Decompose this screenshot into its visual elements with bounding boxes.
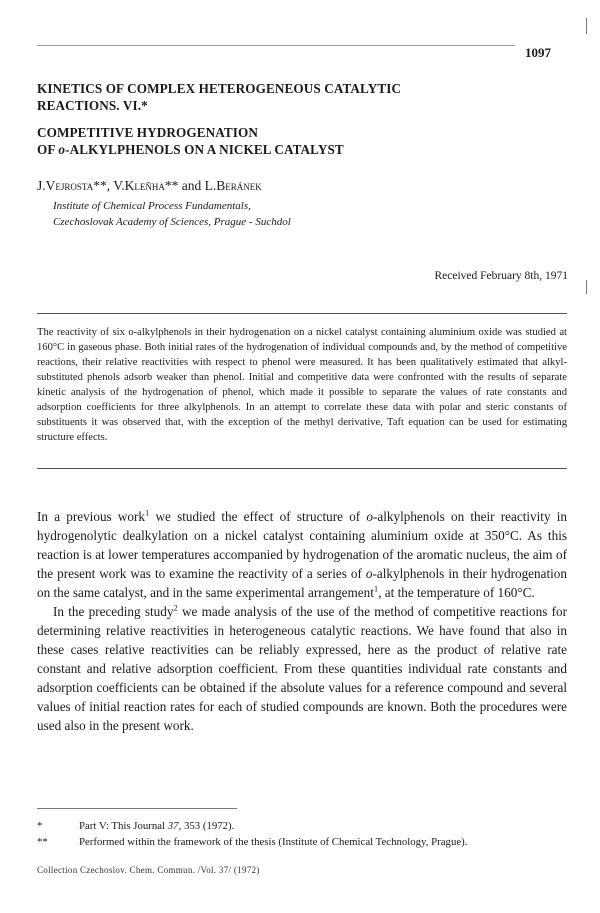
authors [37, 178, 262, 194]
author-3-initial: L. [204, 178, 217, 193]
margin-mark [586, 18, 587, 34]
footnote-1-mark: * [37, 820, 43, 832]
author-1-initial: J. [37, 178, 46, 193]
body-text [37, 507, 567, 735]
journal-footer: Collection Czechoslov. Chem. Commun. /Vol. 37/ (1972) [37, 865, 260, 875]
margin-mark-2 [586, 280, 587, 294]
title-line-4-italic: o [58, 142, 66, 157]
footnote-1-a: Part V: This Journal [79, 820, 168, 832]
abstract-bottom-rule [37, 468, 567, 469]
header-rule [37, 45, 515, 46]
p1-italic-2: o [365, 566, 373, 581]
p1-b: we studied the effect of structure of [149, 509, 367, 524]
footnote-rule [37, 808, 237, 809]
footnote-2-mark: ** [37, 836, 48, 848]
citation-2: 2 [173, 602, 178, 613]
title-line-1: KINETICS OF COMPLEX HETEROGENEOUS CATALYTIC [37, 81, 402, 96]
received-date: Received February 8th, 1971 [434, 270, 568, 282]
author-1-name: Vejrosta [45, 178, 94, 193]
p1-e: , at the temperature of 160°C. [378, 585, 535, 600]
author-2-initial: V. [113, 178, 125, 193]
abstract-top-rule [37, 313, 567, 314]
footnote-2 [37, 834, 567, 850]
affiliation-line-2: Czechoslovak Academy of Sciences, Prague - Suchdol [53, 216, 291, 228]
footnote-1-vol: 37 [167, 820, 179, 832]
title-line-3: COMPETITIVE HYDROGENATION [37, 125, 258, 140]
paragraph-2 [37, 602, 567, 735]
footnote-1 [37, 818, 567, 834]
title-line-4-pre: OF [37, 142, 59, 157]
affiliation-line-1: Institute of Chemical Process Fundamentals, [53, 200, 251, 212]
p1-a: In a previous work [37, 509, 145, 524]
paragraph-1 [37, 507, 567, 602]
p2-a: In the preceding study [53, 604, 174, 619]
title-line-4-post: -ALKYLPHENOLS ON A NICKEL CATALYST [65, 142, 344, 157]
author-2-mark: ** and [164, 178, 205, 193]
footnote-2-text: Performed within the framework of the thesis (Institute of Chemical Technology, Prague). [79, 836, 468, 848]
footnote-1-text [79, 818, 234, 834]
p1-c: -alkylphenols on their reactivity in hydrogenolytic dealkylation on a nickel catalyst containing aluminium oxide at 350°C. As this reaction is at lower temperatures accompanied by hydrogenation of the aromatic nucleus, the aim of the present work was to examine the reactivity of a series of [37, 509, 567, 581]
author-2-name: Kleňha [124, 178, 165, 193]
footnotes [37, 818, 567, 850]
title-line-4 [37, 141, 344, 158]
p1-d: -alkylphenols in their hydrogenation on the same catalyst, and in the same experimental arrangement [37, 566, 567, 600]
p1-italic-1: o [366, 509, 373, 524]
footnote-1-b: , 353 (1972). [178, 820, 235, 832]
citation-1b: 1 [373, 583, 379, 594]
author-1-mark: **, [93, 178, 114, 193]
page-number: 1097 [525, 45, 551, 60]
title-line-2: REACTIONS. VI.* [37, 98, 148, 113]
author-3-name: Beránek [216, 178, 262, 193]
citation-1: 1 [144, 507, 150, 518]
p2-b: we made analysis of the use of the method of competitive reactions for determining relative reactivities in heterogeneous catalytic reactions. We have found that also in these cases relative reactivities can be reliably expressed, here as the product of relative rate constant and relative adsorption coefficient. From these quantities individual rate constants and adsorption coefficients can be obtained if the absolute values for a reference compound and several values of initial reaction rates for each of studied compounds are known. Both the procedures were used also in the present work. [37, 604, 567, 733]
abstract: The reactivity of six o-alkylphenols in their hydrogenation on a nickel catalyst containing aluminium oxide was studied at 160°C in gaseous phase. Both initial rates of the hydrogenation of individual compounds and, by the method of competitive reactions, their relative reactivities with respect to phenol were measured. It has been qualitatively estimated that alkyl-substituted phenols adsorb weaker than phenol. Initial and competitive data were confronted with the results of separate kinetic analysis of the hydrogenation of phenol, which made it possible to separate the values of rate constants and adsorption coefficients for three alkylphenols. In an attempt to correlate these data with polar and steric constants of substituents it was observed that, with the exception of the methyl derivative, Taft equation can be used for estimating structure effects. [37, 327, 567, 443]
